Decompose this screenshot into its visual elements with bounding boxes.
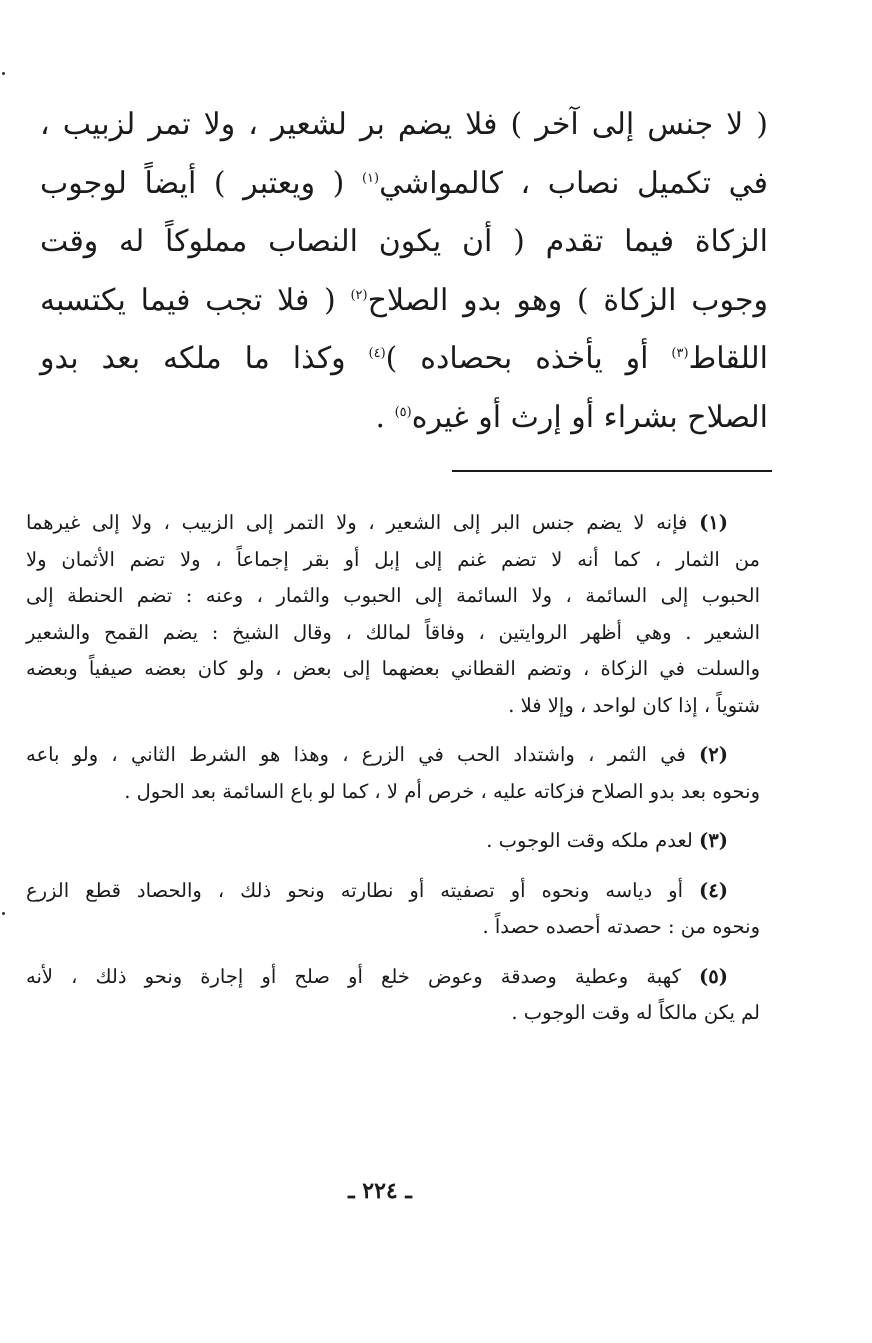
main-text-line: في تكميل نصاب ، كالمواشي$^{(١)}$ ( ويعتبر ) أيضاً لوجوب <box>40 165 768 201</box>
footnote-line: (١) فإنه لا يضم جنس البر إلى الشعير ، ولا التمر إلى الزبيب ، ولا إلى غيرهما <box>26 511 729 534</box>
footnotes-section <box>26 505 760 1045</box>
main-text-block <box>40 96 768 447</box>
main-text-line: الصلاح بشراء أو إرث أو غيره$^{(٥)}$ . <box>375 399 768 435</box>
main-text-line: الزكاة فيما تقدم ( أن يكون النصاب مملوكاً له وقت <box>40 224 768 259</box>
footnote-marker: (٣) <box>671 346 689 361</box>
footnote-1 <box>26 505 760 724</box>
footnote-5 <box>26 959 760 1032</box>
footnote-line: (٢) في الثمر ، واشتداد الحب في الزرع ، وهذا هو الشرط الثاني ، ولو باعه <box>26 743 728 766</box>
margin-mark-middle <box>2 912 5 915</box>
footnote-line: من الثمار ، كما أنه لا تضم غنم إلى إبل أو بقر إجماعاً ، ولا تضم الأثمان ولا <box>26 547 760 571</box>
footnote-line: ونحوه من : حصدته أحصده حصداً . <box>482 915 760 938</box>
footnote-line: والسلت في الزكاة ، وتضم القطاني بعضهما إلى بعض ، ولو كان بعضه صيفياً وبعضه <box>26 657 760 680</box>
footnote-marker: (٥) <box>394 404 412 420</box>
footnote-line: (٥) كهبة وعطية وصدقة وعوض خلع أو صلح أو إجارة ونحو ذلك ، لأنه <box>26 964 728 988</box>
footnote-3 <box>26 823 760 860</box>
footnote-number: (٤) <box>699 878 728 902</box>
footnote-line: لم يكن مالكاً له وقت الوجوب . <box>511 1001 760 1024</box>
page-number: ـ ٢٢٤ ـ <box>348 1178 412 1204</box>
footnote-number: (١) <box>699 511 729 534</box>
footnote-marker: (١) <box>361 170 380 186</box>
footnote-line: الحبوب إلى السائمة ، ولا السائمة إلى الحبوب والثمار ، وعنه : تضم الحنطة إلى <box>26 584 760 607</box>
footnote-number: (٣) <box>699 829 728 852</box>
footnote-line: (٣) لعدم ملكه وقت الوجوب . <box>486 829 728 852</box>
main-text-line: وجوب الزكاة ) وهو بدو الصلاح$^{(٢)}$ ( فلا تجب فيما يكتسبه <box>40 282 768 318</box>
footnote-line: شتوياً ، إذا كان لواحد ، وإلا فلا . <box>508 693 760 717</box>
footnote-line: (٤) أو دياسه ونحوه أو تصفيته أو نطارته ونحو ذلك ، والحصاد قطع الزرع <box>26 878 728 902</box>
footnote-line: الشعير . وهي أظهر الروايتين ، وفاقاً لمالك ، وقال الشيخ : يضم القمح والشعير <box>26 620 760 644</box>
footnote-4 <box>26 873 760 946</box>
margin-mark-top <box>2 72 5 75</box>
footnote-line: ونحوه بعد بدو الصلاح فزكاته عليه ، خرص أم لا ، كما لو باع السائمة بعد الحول . <box>124 779 760 803</box>
footnote-number: (٢) <box>699 743 728 766</box>
footnote-separator <box>452 470 772 472</box>
footnote-marker: (٤) <box>368 346 386 361</box>
footnote-marker: (٢) <box>350 287 368 303</box>
main-text-line: ( لا جنس إلى آخر ) فلا يضم بر لشعير ، ولا تمر لزبيب ، <box>40 107 768 142</box>
main-text-line: اللقاط$^{(٣)}$ أو يأخذه بحصاده )$^{(٤)}$ وكذا ما ملكه بعد بدو <box>40 341 768 376</box>
footnote-number: (٥) <box>699 964 728 988</box>
footnote-2 <box>26 737 760 810</box>
